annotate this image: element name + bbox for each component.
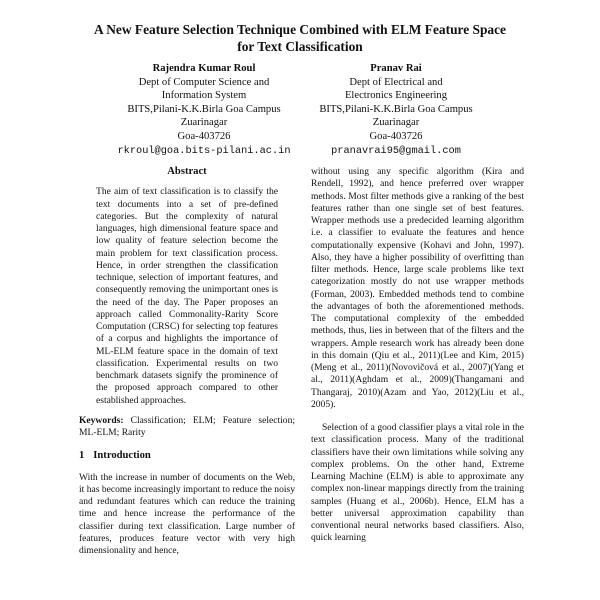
left-column — [79, 166, 295, 557]
affiliation-line: Zuarinagar — [180, 117, 228, 129]
introduction-text: With the increase in number of documents on the Web, it has become increasingly important to reduce the noisy and redundant features which can reduce the training time and hence increase the performance of the classifier during text classification. Large number of features, produces feature vector with very high dimensionality and hence, — [79, 471, 295, 556]
keywords — [79, 415, 295, 440]
section-number: 1 — [79, 450, 85, 462]
body-paragraph: without using any specific algorithm (Kira and Rendell, 1992), and hence preferred over wrapper methods. Most filter methods give a ranking of the best features rather than one single set of best features. Wrapper methods use a predecided learning algorithm i.e. a classifier to evaluate the features and hence computationally expensive (Kohavi and John, 1997). Also, they have a higher possibility of overfitting than filter methods. Hence, large scale problems like text categorization mostly do not use wrapper methods (Forman, 2003). Embedded methods tend to combine the advantages of both the aforementioned methods. The computational complexity of the embedded methods, thus, lies in between that of the filters and the wrappers. Ample research work has already been done in this domain (Qiu et al., 2011)(Lee and Kim, 2015)(Meng et al., 2011)(Novovičová et al., 2007)(Yang et al., 2011)(Aghdam et al., 2009)(Thangamani and Thangaraj, 2010)(Azam and Yao, 2012)(Liu et al., 2005). — [311, 166, 524, 410]
affiliation-line: Goa-403726 — [177, 130, 231, 142]
affiliation-line: Zuarinagar — [372, 117, 420, 129]
abstract-text: The aim of text classification is to classify the text documents into a set of pre-defined categories. But the complexity of natural languages, high dimensional feature space and low quality of feature selection become the main problem for text classification process. Hence, in order strengthen the classification technique, selection of important features, and consequently removing the unimportant ones is the need of the day. The Paper proposes an approach called Commonality-Rarity Score Computation (CRSC) for selecting top features of a corpus and highlights the importance of ML-ELM feature space in the domain of text classification. Experimental results on two benchmark datasets signify the prominence of the proposed approach compared to other established approaches. — [96, 186, 278, 406]
body-paragraph: Selection of a good classifier plays a vital role in the text classification process. Many of the traditional classifiers have their own limitations while solving any complex problems. On the other hand, Extreme Learning Machine (ELM) is able to approximate any complex non-linear mappings directly from the training samples (Huang et al., 2006b). Hence, ELM has a better universal approximation capability than conventional neural networks based classifiers. Also, quick learning — [311, 422, 524, 544]
affiliation-line: Goa-403726 — [369, 130, 423, 142]
section-title: Introduction — [93, 450, 151, 462]
author-email: pranavrai95@gmail.com — [331, 144, 461, 157]
keywords-text: Classification; ELM; Feature selection; ML-ELM; Rarity — [79, 414, 296, 438]
author-block-2 — [276, 62, 516, 158]
affiliation-line: Electronics Engineering — [344, 90, 448, 102]
section-heading — [79, 450, 295, 462]
title-line-1: A New Feature Selection Technique Combined with ELM Feature Space — [93, 22, 506, 37]
title-line-2: for Text Classification — [237, 38, 363, 54]
author-name: Pranav Rai — [370, 63, 422, 74]
affiliation-line: BITS,Pilani-K.K.Birla Goa Campus — [319, 103, 473, 115]
author-name: Rajendra Kumar Roul — [152, 63, 256, 74]
affiliation-line: Information System — [161, 90, 247, 102]
author-email: rkroul@goa.bits-pilani.ac.in — [117, 144, 291, 157]
keywords-label: Keywords: — [79, 414, 124, 426]
affiliation-line: Dept of Electrical and — [349, 76, 443, 88]
abstract-heading: Abstract — [167, 166, 207, 177]
affiliation-line: Dept of Computer Science and — [138, 76, 270, 88]
affiliation-line: BITS,Pilani-K.K.Birla Goa Campus — [127, 103, 281, 115]
right-column — [311, 166, 524, 545]
paper-title — [40, 22, 560, 55]
